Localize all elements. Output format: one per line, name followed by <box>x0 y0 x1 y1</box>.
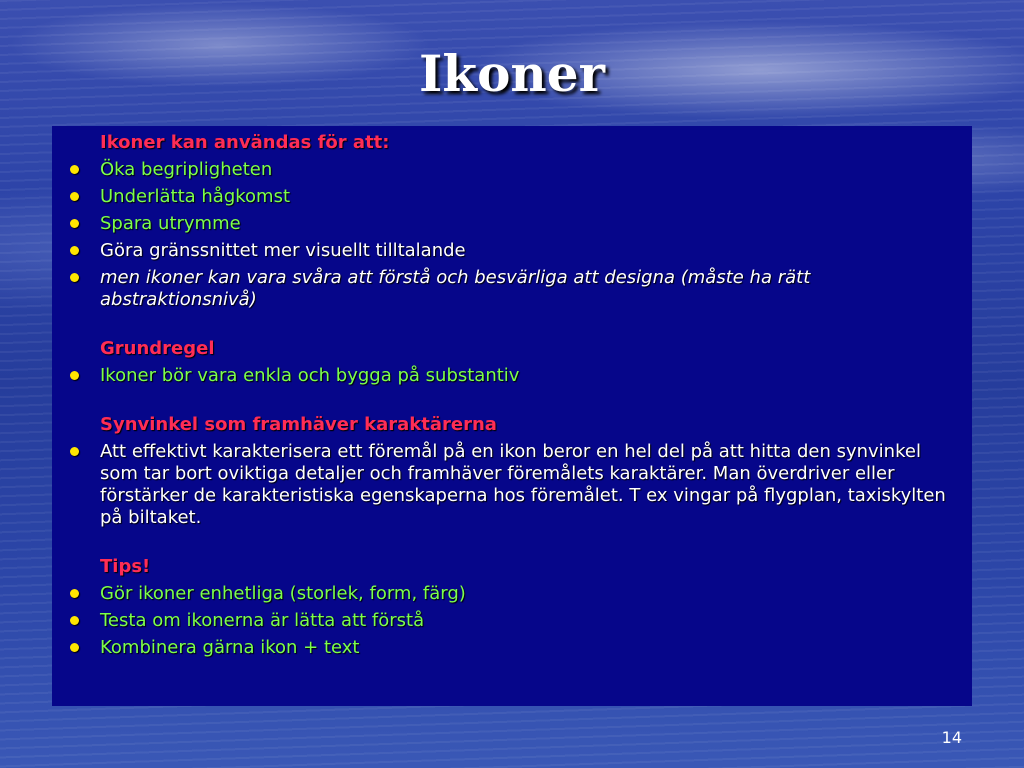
bullet-icon <box>70 246 79 255</box>
bullet-item <box>60 186 958 208</box>
bullet-text: Underlätta hågkomst <box>100 186 291 207</box>
bullet-text: Testa om ikonerna är lätta att förstå <box>100 610 425 631</box>
bullet-item <box>60 610 958 632</box>
bullet-icon <box>70 273 79 282</box>
bullet-item <box>60 441 958 529</box>
bullet-item <box>60 365 958 387</box>
bullet-item <box>60 240 958 262</box>
bullet-icon <box>70 616 79 625</box>
bullet-icon <box>70 589 79 598</box>
bullet-text: Gör ikoner enhetliga (storlek, form, färg) <box>100 583 466 604</box>
section-heading-intro: Ikoner kan användas för att: <box>100 132 390 153</box>
spacer <box>60 311 958 338</box>
bullet-text: Spara utrymme <box>100 213 241 234</box>
bullet-icon <box>70 192 79 201</box>
bullet-text: Att effektivt karakterisera ett föremål på en ikon beror en hel del på att hitta den synvinkel som tar bort oviktiga detaljer och framhäver föremålets karaktärer. Man överdriver eller förstärker de karakteristiska egenskaperna hos föremålet. T ex vingar på flygplan, taxiskylten på biltaket. <box>100 441 946 528</box>
bullet-icon <box>70 219 79 228</box>
bullet-icon <box>70 165 79 174</box>
content-panel <box>52 126 972 706</box>
bullet-icon <box>70 447 79 456</box>
bullet-text: Ikoner bör vara enkla och bygga på substantiv <box>100 365 520 386</box>
section-heading-rule: Grundregel <box>100 338 215 359</box>
bullet-item <box>60 159 958 181</box>
bullet-icon <box>70 371 79 380</box>
bullet-text: Göra gränssnittet mer visuellt tilltalande <box>100 240 466 261</box>
section-heading-perspective: Synvinkel som framhäver karaktärerna <box>100 414 497 435</box>
bullet-text: Öka begripligheten <box>100 159 273 180</box>
bullet-item <box>60 637 958 659</box>
section-heading-tips: Tips! <box>100 556 151 577</box>
spacer <box>60 387 958 414</box>
bullet-item <box>60 583 958 605</box>
bullet-item <box>60 213 958 235</box>
slide-title: Ikoner <box>419 44 605 103</box>
bullet-item <box>60 267 958 311</box>
page-number: 14 <box>941 728 962 747</box>
bullet-text: men ikoner kan vara svåra att förstå och besvärliga att designa (måste ha rätt abstraktionsnivå) <box>100 267 811 310</box>
spacer <box>60 529 958 556</box>
bullet-icon <box>70 643 79 652</box>
bullet-text: Kombinera gärna ikon + text <box>100 637 360 658</box>
